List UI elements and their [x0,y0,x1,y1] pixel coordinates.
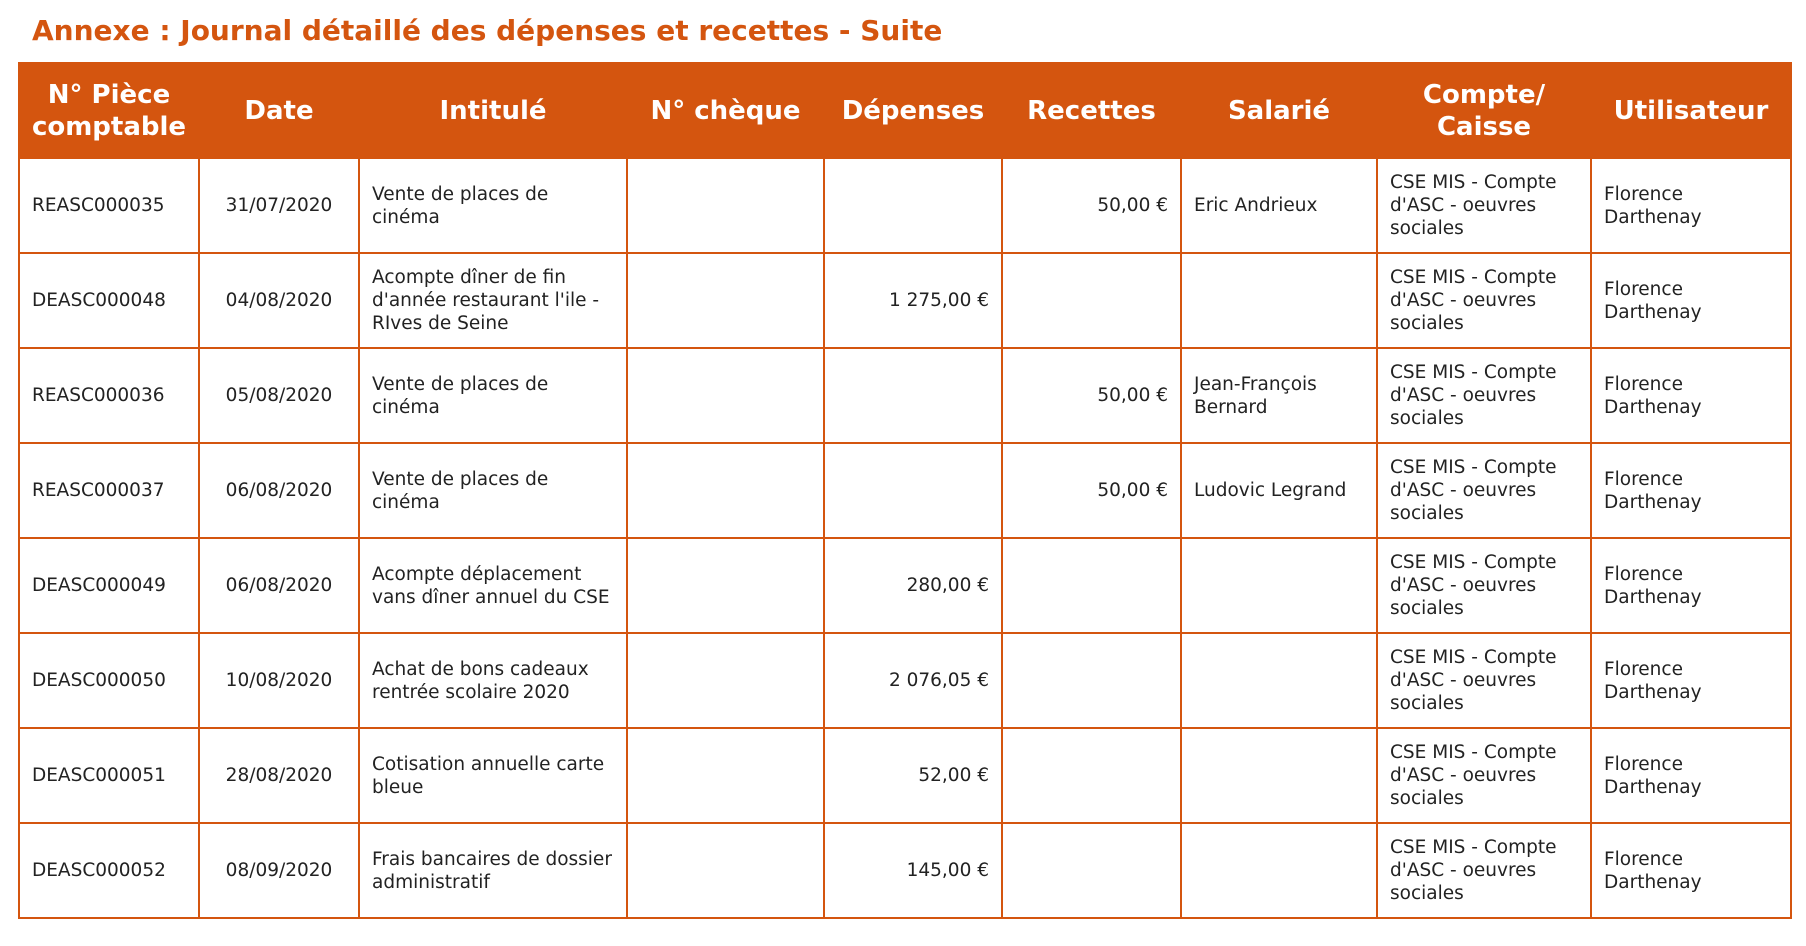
cell-intitule: Acompte déplacement vans dîner annuel du CSE [359,538,627,633]
header-salarie [1181,63,1377,158]
header-recettes [1002,63,1181,158]
header-compte [1377,63,1591,158]
cell-compte: CSE MIS - Compte d'ASC - oeuvres sociales [1377,823,1591,918]
cell-utilisateur: Florence Darthenay [1591,538,1791,633]
cell-date: 31/07/2020 [199,158,359,253]
cell-recettes [1002,538,1181,633]
cell-compte: CSE MIS - Compte d'ASC - oeuvres sociales [1377,633,1591,728]
cell-date: 10/08/2020 [199,633,359,728]
table-body [19,158,1791,918]
cell-piece: DEASC000050 [19,633,199,728]
cell-recettes: 50,00 € [1002,158,1181,253]
table-row [19,633,1791,728]
cell-cheque [627,633,824,728]
cell-intitule: Achat de bons cadeaux rentrée scolaire 2020 [359,633,627,728]
table-header [19,63,1791,158]
header-date [199,63,359,158]
cell-cheque [627,443,824,538]
cell-salarie [1181,823,1377,918]
cell-intitule: Frais bancaires de dossier administratif [359,823,627,918]
cell-utilisateur: Florence Darthenay [1591,253,1791,348]
cell-cheque [627,728,824,823]
header-row [19,63,1791,158]
table-row [19,348,1791,443]
cell-recettes: 50,00 € [1002,443,1181,538]
cell-cheque [627,538,824,633]
cell-recettes [1002,633,1181,728]
cell-piece: REASC000036 [19,348,199,443]
cell-compte: CSE MIS - Compte d'ASC - oeuvres sociales [1377,538,1591,633]
cell-piece: REASC000035 [19,158,199,253]
cell-cheque [627,823,824,918]
cell-utilisateur: Florence Darthenay [1591,443,1791,538]
cell-intitule: Vente de places de cinéma [359,158,627,253]
table-row [19,158,1791,253]
table-row [19,253,1791,348]
header-salarie-label: Salarié [1227,95,1331,126]
cell-piece: DEASC000048 [19,253,199,348]
cell-intitule: Vente de places de cinéma [359,348,627,443]
cell-piece: DEASC000051 [19,728,199,823]
cell-recettes [1002,253,1181,348]
cell-date: 06/08/2020 [199,538,359,633]
journal-table [18,62,1792,919]
header-cheque [627,63,824,158]
table-row [19,823,1791,918]
cell-depenses: 2 076,05 € [824,633,1002,728]
cell-intitule: Acompte dîner de fin d'année restaurant l'ile - RIves de Seine [359,253,627,348]
cell-date: 06/08/2020 [199,443,359,538]
table-row [19,538,1791,633]
cell-salarie [1181,538,1377,633]
cell-date: 28/08/2020 [199,728,359,823]
cell-utilisateur: Florence Darthenay [1591,348,1791,443]
header-compte-label: Compte/ Caisse [1422,79,1546,142]
cell-depenses: 52,00 € [824,728,1002,823]
header-date-label: Date [244,95,314,126]
header-utilisateur [1591,63,1791,158]
cell-cheque [627,253,824,348]
header-recettes-label: Recettes [1027,95,1156,126]
cell-utilisateur: Florence Darthenay [1591,728,1791,823]
header-piece-label: N° Pièce comptable [31,79,187,142]
cell-compte: CSE MIS - Compte d'ASC - oeuvres sociales [1377,728,1591,823]
cell-salarie: Ludovic Legrand [1181,443,1377,538]
header-intitule-label: Intitulé [439,95,547,126]
cell-utilisateur: Florence Darthenay [1591,633,1791,728]
cell-recettes [1002,823,1181,918]
cell-recettes [1002,728,1181,823]
cell-depenses [824,443,1002,538]
cell-salarie: Jean-François Bernard [1181,348,1377,443]
cell-piece: DEASC000049 [19,538,199,633]
cell-compte: CSE MIS - Compte d'ASC - oeuvres sociales [1377,348,1591,443]
header-cheque-label: N° chèque [650,95,801,126]
cell-utilisateur: Florence Darthenay [1591,823,1791,918]
table-row [19,443,1791,538]
cell-salarie [1181,728,1377,823]
cell-depenses: 1 275,00 € [824,253,1002,348]
header-depenses [824,63,1002,158]
cell-depenses: 280,00 € [824,538,1002,633]
header-intitule [359,63,627,158]
cell-salarie: Eric Andrieux [1181,158,1377,253]
cell-salarie [1181,253,1377,348]
cell-utilisateur: Florence Darthenay [1591,158,1791,253]
cell-date: 04/08/2020 [199,253,359,348]
cell-depenses [824,348,1002,443]
cell-date: 08/09/2020 [199,823,359,918]
cell-compte: CSE MIS - Compte d'ASC - oeuvres sociales [1377,443,1591,538]
cell-compte: CSE MIS - Compte d'ASC - oeuvres sociales [1377,253,1591,348]
cell-recettes: 50,00 € [1002,348,1181,443]
header-depenses-label: Dépenses [841,95,985,126]
cell-cheque [627,348,824,443]
table-row [19,728,1791,823]
cell-salarie [1181,633,1377,728]
cell-compte: CSE MIS - Compte d'ASC - oeuvres sociales [1377,158,1591,253]
cell-intitule: Vente de places de cinéma [359,443,627,538]
cell-piece: REASC000037 [19,443,199,538]
cell-intitule: Cotisation annuelle carte bleue [359,728,627,823]
cell-depenses [824,158,1002,253]
header-piece [19,63,199,158]
cell-cheque [627,158,824,253]
cell-piece: DEASC000052 [19,823,199,918]
header-utilisateur-label: Utilisateur [1613,95,1769,126]
cell-date: 05/08/2020 [199,348,359,443]
cell-depenses: 145,00 € [824,823,1002,918]
page-title: Annexe : Journal détaillé des dépenses et recettes - Suite [32,14,943,47]
